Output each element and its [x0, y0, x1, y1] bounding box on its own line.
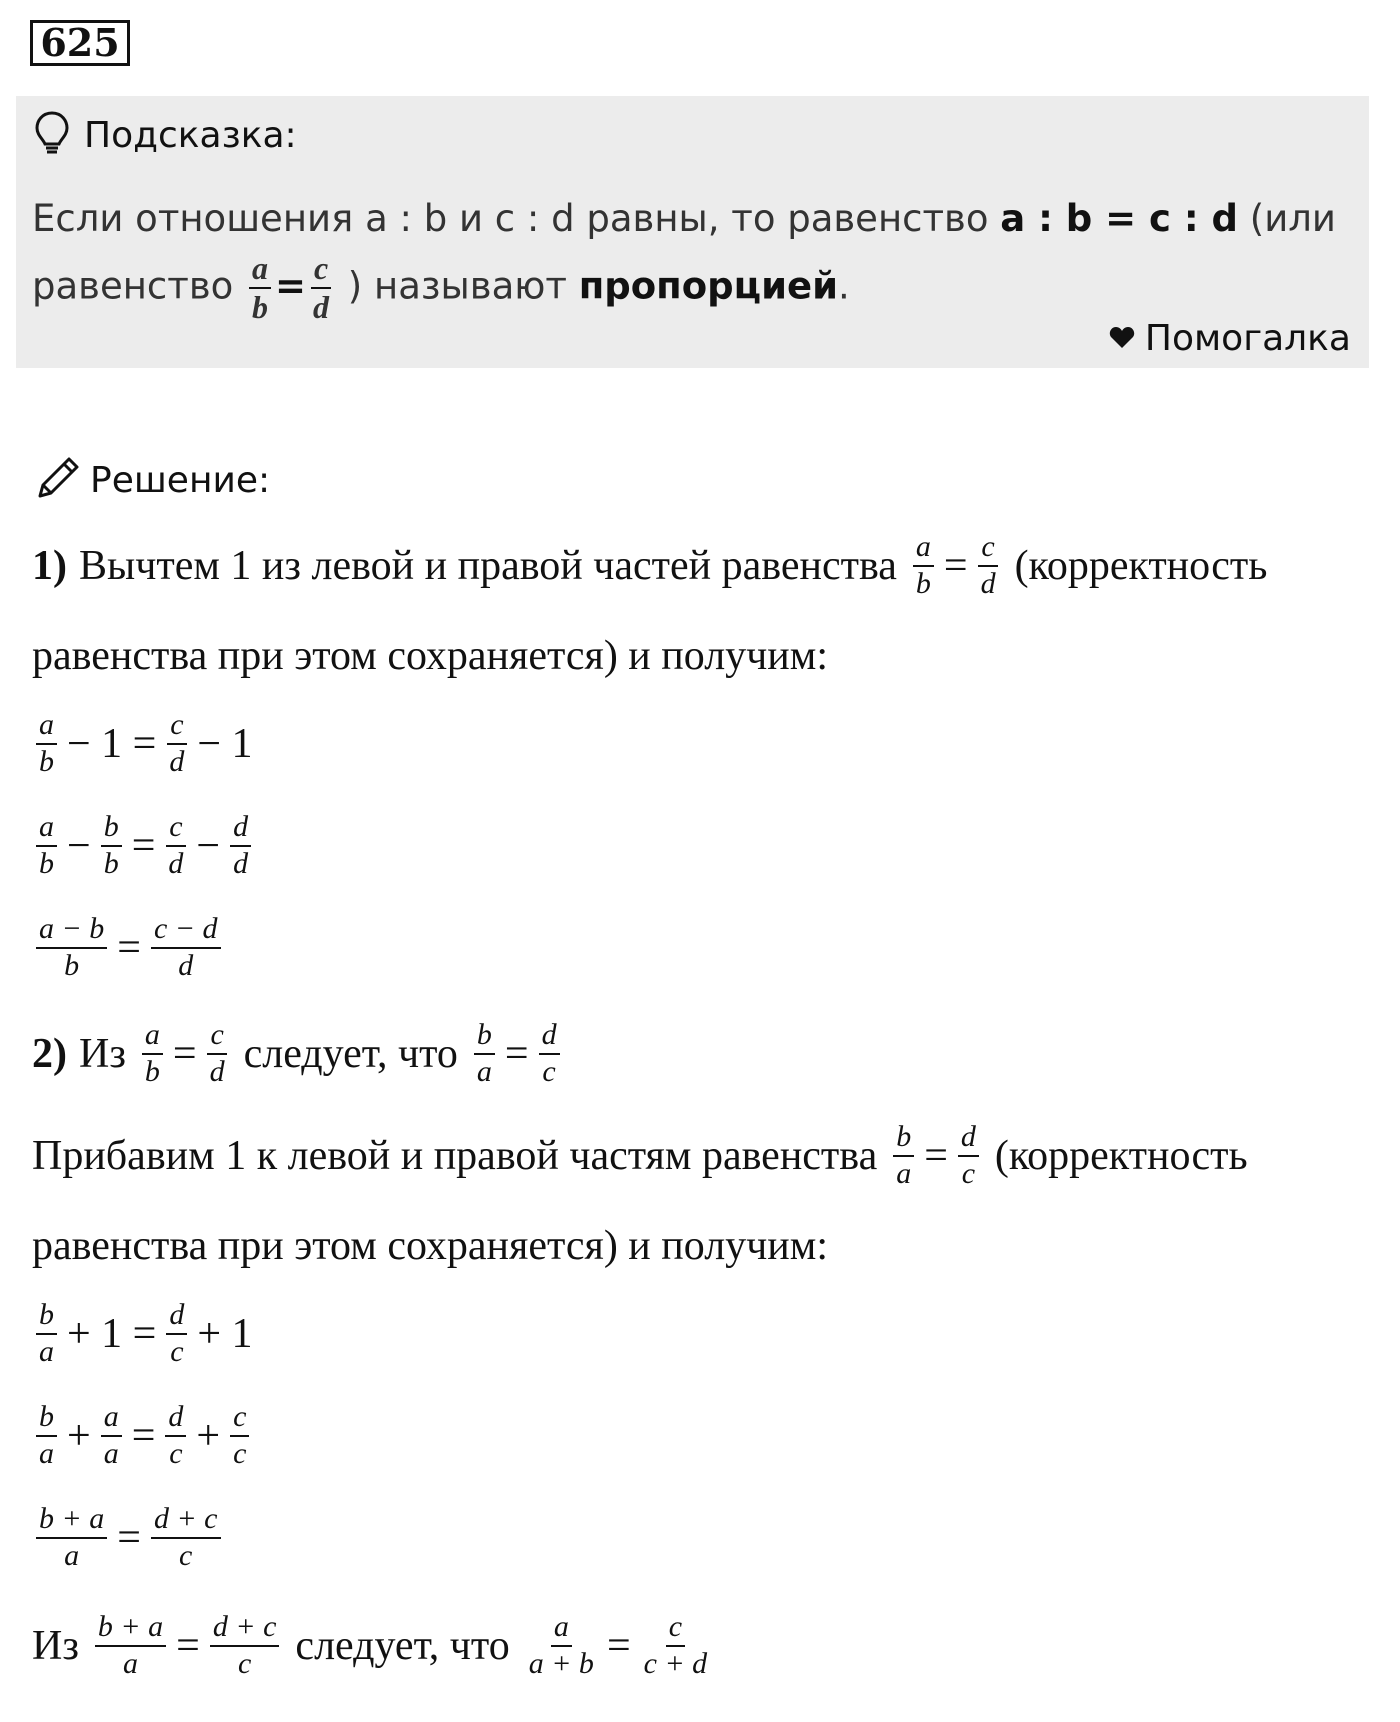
step2-after: (корректность: [994, 1132, 1248, 1179]
hint-title: Подсказка:: [84, 114, 297, 156]
hint-term-proportion: пропорцией: [578, 264, 839, 308]
final-from: Из: [32, 1622, 79, 1669]
step2-follows: следует, что: [243, 1030, 458, 1077]
equation-1: $\frac{a}{b}$ − 1 = $\frac{c}{d}$ − 1: [32, 708, 259, 779]
problem-number: 625: [30, 20, 130, 66]
step1-line2: равенства при этом сохраняется) и получим:: [32, 633, 829, 679]
lightbulb-icon: [34, 110, 70, 161]
hint-box: [16, 96, 1369, 368]
step2-text-line: Прибавим 1 к левой и правой частям равенства $\frac{b}{a}$ = $\frac{d}{c}$ (корректность: [32, 1120, 1248, 1190]
step2-text: Прибавим 1 к левой и правой частям равенства: [32, 1132, 878, 1179]
hint-fraction-a-b: $\frac{a}{b}$: [249, 250, 271, 326]
hint-equals: =: [275, 264, 307, 308]
equation-2: $\frac{a}{b}$ − $\frac{b}{b}$ = $\frac{c}{d}$ − $\frac{d}{d}$: [32, 810, 255, 881]
step1-text: Вычтем 1 из левой и правой частей равенства: [79, 542, 897, 589]
heart-icon: [1109, 318, 1135, 359]
step1-after: (корректность: [1014, 542, 1268, 589]
hint-credit: [1109, 318, 1351, 359]
hint-text: [32, 188, 1352, 326]
fraction-a-b: $\frac{a}{b}$: [913, 530, 934, 601]
hint-formula: a : b = c : d: [1000, 197, 1238, 240]
step1-line: 1) Вычтем 1 из левой и правой частей равенства $\frac{a}{b}$ = $\frac{c}{d}$ (корректность: [32, 530, 1268, 600]
hint-header: [34, 110, 297, 160]
final-line: Из $\frac{b + a}{a}$ = $\frac{d + c}{c}$ следует, что $\frac{a}{a + b}$ = $\frac{c}{c + d}$: [32, 1610, 708, 1680]
step1-label: 1): [32, 542, 67, 589]
hint-credit-label: Помогалка: [1144, 318, 1351, 359]
pencil-icon: [34, 454, 82, 507]
hint-text-part4: ) называют: [336, 264, 579, 308]
final-follows: следует, что: [295, 1622, 510, 1669]
hint-text-part1: Если отношения a : b и c : d равны, то равенство: [32, 197, 1001, 240]
step2-line: 2) Из $\frac{a}{b}$ = $\frac{c}{d}$ следует, что $\frac{b}{a}$ = $\frac{d}{c}$: [32, 1018, 564, 1089]
equation-5: $\frac{b}{a}$ + $\frac{a}{a}$ = $\frac{d}{c}$ + $\frac{c}{c}$: [32, 1400, 253, 1471]
step2-label: 2): [32, 1030, 67, 1077]
step2-from: Из: [79, 1030, 126, 1077]
hint-text-part5: .: [838, 264, 850, 308]
hint-text-part3: равенство: [32, 264, 246, 308]
equation-6: $\frac{b + a}{a}$ = $\frac{d + c}{c}$: [32, 1502, 225, 1573]
hint-fraction-c-d: $\frac{c}{d}$: [310, 250, 332, 326]
equation-4: $\frac{b}{a}$ + 1 = $\frac{d}{c}$ + 1: [32, 1298, 259, 1369]
hint-text-part2: (или: [1238, 197, 1336, 240]
equation-3: $\frac{a - b}{b}$ = $\frac{c - d}{d}$: [32, 912, 225, 983]
solution-header: [34, 454, 270, 507]
solution-title: Решение:: [90, 460, 271, 501]
step2-line2: равенства при этом сохраняется) и получим:: [32, 1223, 829, 1269]
fraction-c-d: $\frac{c}{d}$: [978, 530, 999, 601]
